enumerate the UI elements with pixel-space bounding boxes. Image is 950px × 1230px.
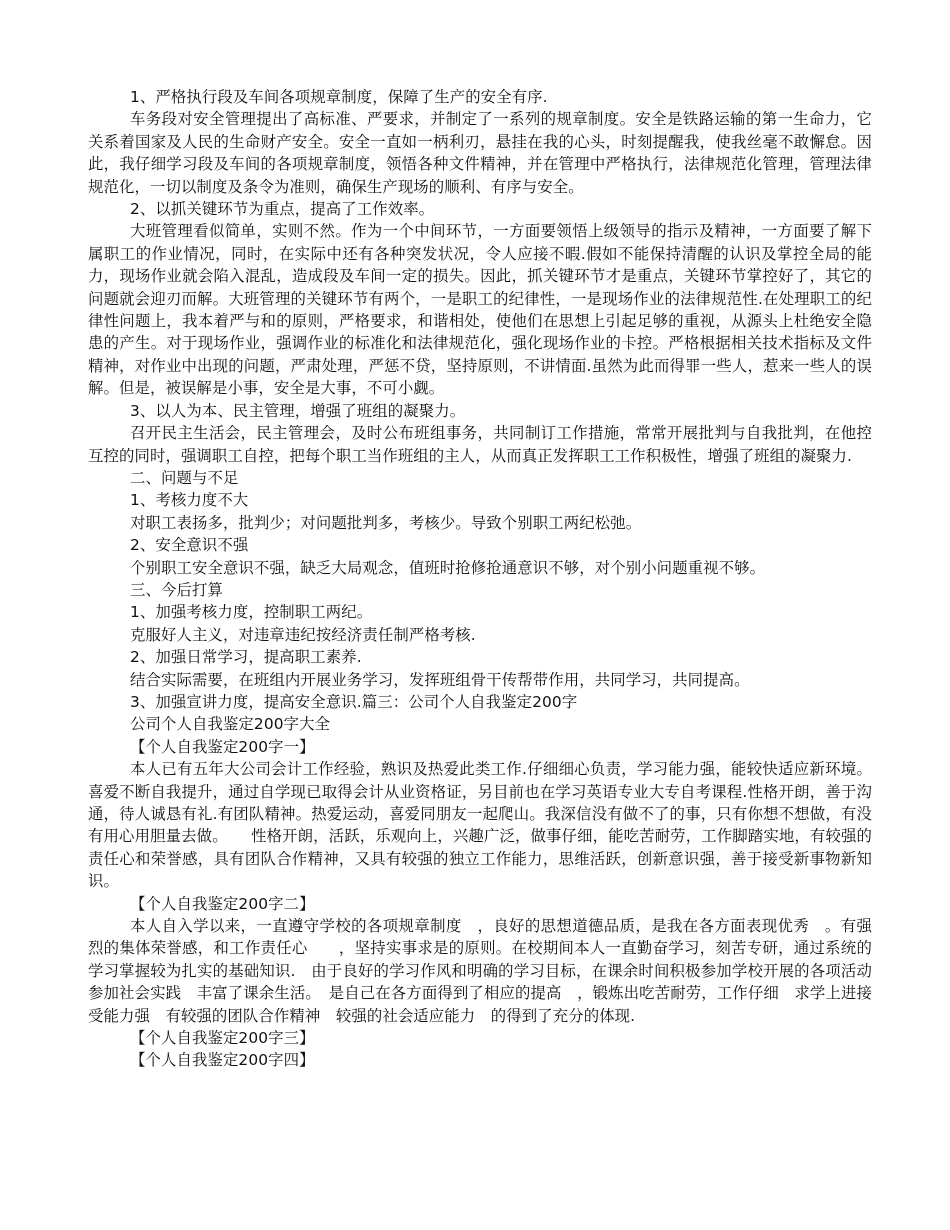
section-heading: 三、今后打算 bbox=[130, 580, 223, 599]
section-heading: 1、考核力度不大 bbox=[130, 491, 249, 510]
section-heading: 2、以抓关键环节为重点，提高了工作效率。 bbox=[130, 200, 435, 219]
section-heading: 二、问题与不足 bbox=[130, 468, 239, 487]
body-paragraph: 大班管理看似简单，实则不然。作为一个中间环节，一方面要领悟上级领导的指示及精神，一方面要了解下属职工的作业情况，同时，在实际中还有各种突发状况，令人应接不暇.假如不能保持清醒的认识及掌控全局的能力，现场作业就会陷入混乱，造成段及车间一定的损失。因此，抓关键环节才是重点，关键环节掌控好了，其它的问题就会迎刃而解。大班管理的关键环节有两个，一是职工的纪律性，一是现场作业的法律规范性.在处理职工的纪律性问题上，我本着严与和的原则，严格要求，和谐相处，使他们在思想上引起足够的重视，从源头上杜绝安全隐患的产生。对于现场作业，强调作业的标准化和法律规范化，强化现场作业的卡控。严格根据相关技术指标及文件精神，对作业中出现的问题，严肃处理，严惩不贷，坚持原则，不讲情面.虽然为此而得罪一些人，惹来一些人的误解。但是，被误解是小事，安全是大事，不可小觑。 bbox=[88, 222, 872, 398]
section-heading: 公司个人自我鉴定200字大全 bbox=[130, 715, 331, 734]
section-heading: 1、加强考核力度，控制职工两纪。 bbox=[130, 603, 373, 622]
section-heading: 【个人自我鉴定200字二】 bbox=[130, 894, 315, 913]
body-paragraph: 本人已有五年大公司会计工作经验，熟识及热爱此类工作.仔细细心负责，学习能力强，能较快适应新环境。喜爱不断自我提升，通过自学现已取得会计从业资格证，另目前也在学习英语专业大专自考课程.性格开朗，善于沟通，待人诚恳有礼.有团队精神。热爱运动，喜爱同朋友一起爬山。我深信没有做不了的事，只有你想不想做，有没有用心用胆量去做。 性格开朗，活跃，乐观向上，兴趣广泛，做事仔细，能吃苦耐劳，工作脚踏实地，有较强的责任心和荣誉感，具有团队合作精神，又具有较强的独立工作能力，思维活跃，创新意识强，善于接受新事物新知识。 bbox=[88, 760, 872, 891]
body-paragraph: 本人自入学以来，一直遵守学校的各项规章制度 ，良好的思想道德品质，是我在各方面表现优秀 。有强烈的集体荣誉感，和工作责任心 ，坚持实事求是的原则。在校期间本人一直勤奋学习，刻苦专研，通过系统的学习掌握较为扎实的基础知识. 由于良好的学习作风和明确的学习目标，在课余时间积极参加学校开展的各项活动 参加社会实践 丰富了课余生活。 是自己在各方面得到了相应的提高 ，锻炼出吃苦耐劳，工作仔细 求学上进接受能力强 有较强的团队合作精神 较强的社会适应能力 的得到了充分的体现. bbox=[88, 917, 888, 1025]
document-body bbox=[88, 86, 888, 1072]
section-heading: 3、加强宣讲力度，提高安全意识.篇三：公司个人自我鉴定200字 bbox=[130, 692, 578, 711]
section-heading: 【个人自我鉴定200字四】 bbox=[130, 1051, 315, 1070]
section-heading: 【个人自我鉴定200字一】 bbox=[130, 737, 315, 756]
section-heading: 3、以人为本、民主管理，增强了班组的凝聚力。 bbox=[130, 401, 466, 420]
section-heading: 2、加强日常学习，提高职工素养. bbox=[130, 648, 362, 667]
body-paragraph: 个别职工安全意识不强，缺乏大局观念，值班时抢修抢通意识不够，对个别小问题重视不够。 bbox=[130, 558, 766, 577]
body-paragraph: 对职工表扬多，批判少；对问题批判多，考核少。导致个别职工两纪松弛。 bbox=[130, 513, 642, 532]
section-heading: 1、严格执行段及车间各项规章制度，保障了生产的安全有序. bbox=[130, 88, 548, 106]
section-heading: 【个人自我鉴定200字三】 bbox=[130, 1029, 315, 1048]
body-paragraph: 结合实际需要，在班组内开展业务学习，发挥班组骨干传帮带作用，共同学习，共同提高。 bbox=[130, 670, 750, 689]
body-paragraph: 车务段对安全管理提出了高标准、严要求，并制定了一系列的规章制度。安全是铁路运输的第一生命力，它关系着国家及人民的生命财产安全。安全一直如一柄利刃，悬挂在我的心头，时刻提醒我，使我丝毫不敢懈怠。因此，我仔细学习段及车间的各项规章制度，领悟各种文件精神，并在管理中严格执行，法律规范化管理，管理法律规范化，一切以制度及条令为准则，确保生产现场的顺利、有序与安全。 bbox=[88, 110, 872, 196]
section-heading: 2、安全意识不强 bbox=[130, 536, 249, 555]
body-paragraph: 召开民主生活会，民主管理会，及时公布班组事务，共同制订工作措施，常常开展批判与自我批判，在他控互控的同时，强调职工自控，把每个职工当作班组的主人，从而真正发挥职工工作积极性，增强了班组的凝聚力. bbox=[88, 424, 872, 465]
body-paragraph: 克服好人主义，对违章违纪按经济责任制严格考核. bbox=[130, 625, 476, 644]
